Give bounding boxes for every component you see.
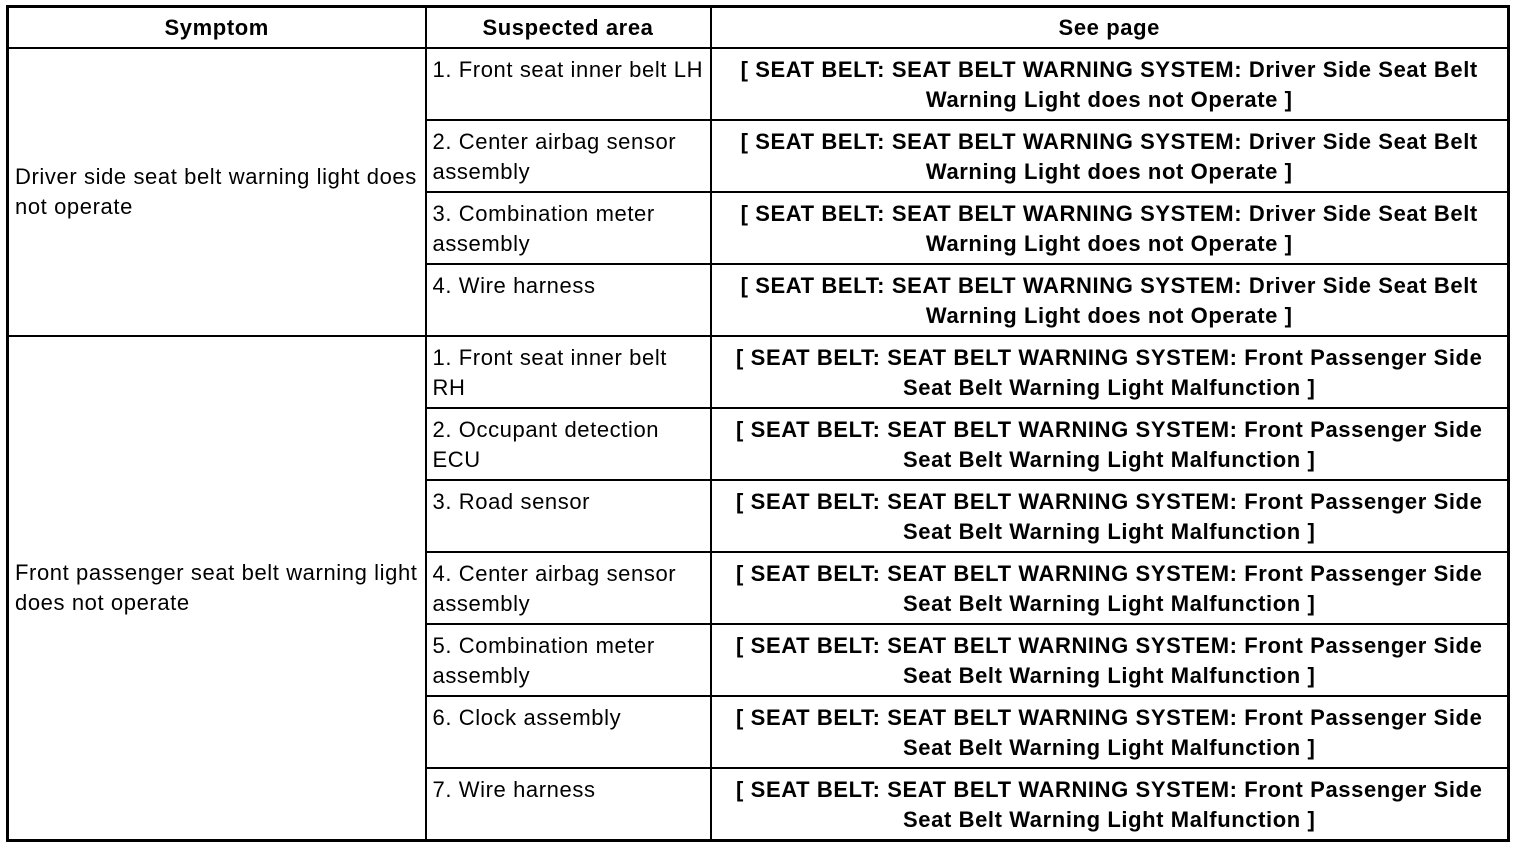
suspected-area-cell: 3. Road sensor: [426, 480, 711, 552]
see-page-link[interactable]: [ SEAT BELT: SEAT BELT WARNING SYSTEM: Driver Side Seat Belt Warning Light does not Operate ]: [711, 48, 1509, 120]
see-page-link[interactable]: [ SEAT BELT: SEAT BELT WARNING SYSTEM: Front Passenger Side Seat Belt Warning Light Malfunction ]: [711, 696, 1509, 768]
header-see-page: See page: [711, 7, 1509, 49]
suspected-area-cell: 7. Wire harness: [426, 768, 711, 841]
see-page-link[interactable]: [ SEAT BELT: SEAT BELT WARNING SYSTEM: Front Passenger Side Seat Belt Warning Light Malfunction ]: [711, 552, 1509, 624]
header-symptom: Symptom: [8, 7, 426, 49]
symptom-cell: Front passenger seat belt warning light does not operate: [8, 336, 426, 841]
see-page-link[interactable]: [ SEAT BELT: SEAT BELT WARNING SYSTEM: Driver Side Seat Belt Warning Light does not Operate ]: [711, 264, 1509, 336]
problem-symptoms-table: [6, 5, 1510, 842]
suspected-area-cell: 4. Center airbag sensor assembly: [426, 552, 711, 624]
see-page-link[interactable]: [ SEAT BELT: SEAT BELT WARNING SYSTEM: Front Passenger Side Seat Belt Warning Light Malfunction ]: [711, 768, 1509, 841]
suspected-area-cell: 3. Combination meter assembly: [426, 192, 711, 264]
see-page-link[interactable]: [ SEAT BELT: SEAT BELT WARNING SYSTEM: Front Passenger Side Seat Belt Warning Light Malfunction ]: [711, 624, 1509, 696]
suspected-area-cell: 1. Front seat inner belt RH: [426, 336, 711, 408]
symptom-cell: Driver side seat belt warning light does not operate: [8, 48, 426, 336]
see-page-link[interactable]: [ SEAT BELT: SEAT BELT WARNING SYSTEM: Driver Side Seat Belt Warning Light does not Operate ]: [711, 192, 1509, 264]
see-page-link[interactable]: [ SEAT BELT: SEAT BELT WARNING SYSTEM: Driver Side Seat Belt Warning Light does not Operate ]: [711, 120, 1509, 192]
suspected-area-cell: 2. Occupant detection ECU: [426, 408, 711, 480]
suspected-area-cell: 1. Front seat inner belt LH: [426, 48, 711, 120]
table-row: [8, 336, 1509, 408]
header-row: [8, 7, 1509, 49]
see-page-link[interactable]: [ SEAT BELT: SEAT BELT WARNING SYSTEM: Front Passenger Side Seat Belt Warning Light Malfunction ]: [711, 480, 1509, 552]
suspected-area-cell: 5. Combination meter assembly: [426, 624, 711, 696]
table-row: [8, 48, 1509, 120]
see-page-link[interactable]: [ SEAT BELT: SEAT BELT WARNING SYSTEM: Front Passenger Side Seat Belt Warning Light Malfunction ]: [711, 408, 1509, 480]
suspected-area-cell: 6. Clock assembly: [426, 696, 711, 768]
suspected-area-cell: 2. Center airbag sensor assembly: [426, 120, 711, 192]
header-suspected-area: Suspected area: [426, 7, 711, 49]
see-page-link[interactable]: [ SEAT BELT: SEAT BELT WARNING SYSTEM: Front Passenger Side Seat Belt Warning Light Malfunction ]: [711, 336, 1509, 408]
suspected-area-cell: 4. Wire harness: [426, 264, 711, 336]
